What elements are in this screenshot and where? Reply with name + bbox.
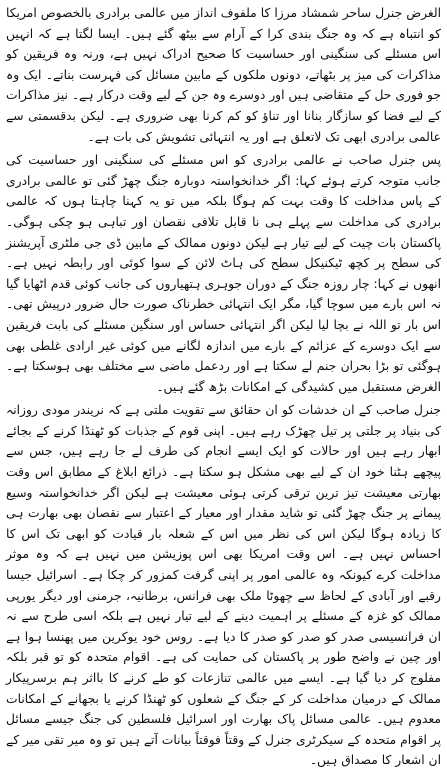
article-paragraph-2: پس جنرل صاحب نے عالمی برادری کو اس مسئلے کی سنگینی اور حساسیت کی جانب متوجہ کرتے ہوئے کہا: اگر خدانخواستہ دوبارہ جنگ چھڑ گئی تو عالمی برادری کے پاس مداخلت کا وقت بہت کم ہوگا بلکہ میں تو یہ کہنا چاہتا ہوں کہ عالمی برادری کی مداخلت سے پہلے ہی نا قابل تلافی نقصان اور تباہی ہو چکی ہوگی۔ پاکستان بات چیت کے لیے تیار ہے لیکن دونوں ممالک کے مابین ڈی جی ملٹری آپریشنز کی سطح پر کچھ ٹیکنیکل سطح کی ہاٹ لائن کے سوا کوئی اور رابطہ نہیں ہے۔ انھوں نے کہا: چار روزہ جنگ کے دوران جوہری ہتھیاروں کی جانب کوئی قدم اٹھایا گیا نہ اس بارے میں سوچا گیا، مگر ایک انتہائی خطرناک صورت حال ضرور درپیش تھی۔ اس بار تو اللہ نے بچا لیا لیکن اگر انتہائی حساس اور سنگین مسئلے کی بابت فریقین سے ایک دوسرے کے عزائم کے بارے میں اندازہ لگانے میں کوئی غیر ارادی غلطی بھی ہوگئی تو بڑا بحران جنم لے سکتا ہے اور ردعمل ماضی سے مختلف بھی ہوسکتا ہے۔ الغرض مستقبل میں کشیدگی کے امکانات بڑھ گئے ہیں۔ — [6, 153, 441, 394]
article-paragraph-3: جنرل صاحب کے ان خدشات کو ان حقائق سے تقویت ملتی ہے کہ نریندر مودی روزانہ کی بنیاد پر جلتی پر تیل چھڑک رہے ہیں۔ اپنی قوم کے جذبات کو ٹھنڈا کرنے کے بجائے ابھار رہے ہیں اور حالات کو ایک ایسے انجام کی طرف لے جا رہے ہیں، جس سے پیچھے ہٹنا خود ان کے لیے بھی مشکل ہو سکتا ہے۔ ذرائع ابلاغ کے مطابق اس وقت بھارتی معیشت تیز ترین ترقی کرتی ہوئی معیشت ہے لیکن اگر خدانخواستہ وسیع پیمانے پر جنگ چھڑ گئی تو شاید مقدار اور معیار کے اعتبار سے نقصان بھی بھارت ہی کا زیادہ ہوگا لیکن اس کی نظر میں اس کے شعلہ بار قیادت کو ابھی تک اس کا احساس نہیں ہے۔ اس وقت امریکا بھی اس پوزیشن میں نہیں ہے کہ وہ موثر مداخلت کرے کیونکہ وہ عالمی امور پر اپنی گرفت کمزور کر چکا ہے۔ اسرائیل جیسا رقبے اور آبادی کے لحاظ سے چھوٹا ملک بھی فرانس، برطانیہ، جرمنی اور دیگر یورپی ممالک کو غزہ کے مسئلے پر اہمیت دینے کے لیے تیار نہیں ہے بلکہ اسی طرح سے نہ ان فرانسیسی صدر کو صدر کو صدر کا دیا ہے۔ روس خود یوکرین میں پھنسا ہوا ہے اور چین نے واضح طور پر پاکستان کی حمایت کی ہے۔ اقوام متحدہ کو تو قبر بلکہ مفلوج کر دیا گیا ہے۔ ایسے میں عالمی تنازعات کو طے کرنے کا بااثر ہم برسرپیکار ممالک کے درمیان مداخلت کر کے جنگ کے شعلوں کو ٹھنڈا کرنے یا بجھانے کے امکانات معدوم ہیں۔ عالمی مسائل پاک بھارت اور اسرائیل فلسطین کی جنگ جیسے مسائل پر اقوام متحدہ کے سیکرٹری جنرل کے وقتاً فوقتاً بیانات آتے ہیں تو وہ میر تقی میر کے ان اشعار کا مصداق ہیں۔ — [6, 403, 441, 768]
article-paragraph-1: الغرض جنرل ساحر شمشاد مرزا کا ملفوف انداز میں عالمی برادری بالخصوص امریکا کو انتباہ ہے کہ وہ جنگ بندی کرا کے آرام سے بیٹھ گئے ہیں۔ ایسا لگتا ہے کہ انہیں اس مسئلے کی سنگینی اور حساسیت کا صحیح ادراک نہیں ہے، ورنہ وہ فریقین کو مذاکرات کی میز پر بٹھاتے، دونوں ملکوں کے مابین مسائل کی فہرست بناتے۔ ایک وہ جو فوری حل کے متقاضی ہیں اور دوسرے وہ جن کے لیے وقت درکار ہے۔ نیز مذاکرات کے لیے فضا کو سازگار بنانا اور تناؤ کو کم کرنا بھی ضروری ہے۔ لیکن بدقسمتی سے عالمی برادری ابھی تک لاتعلق ہے اور یہ انتہائی تشویش کی بات ہے۔ — [6, 6, 441, 144]
